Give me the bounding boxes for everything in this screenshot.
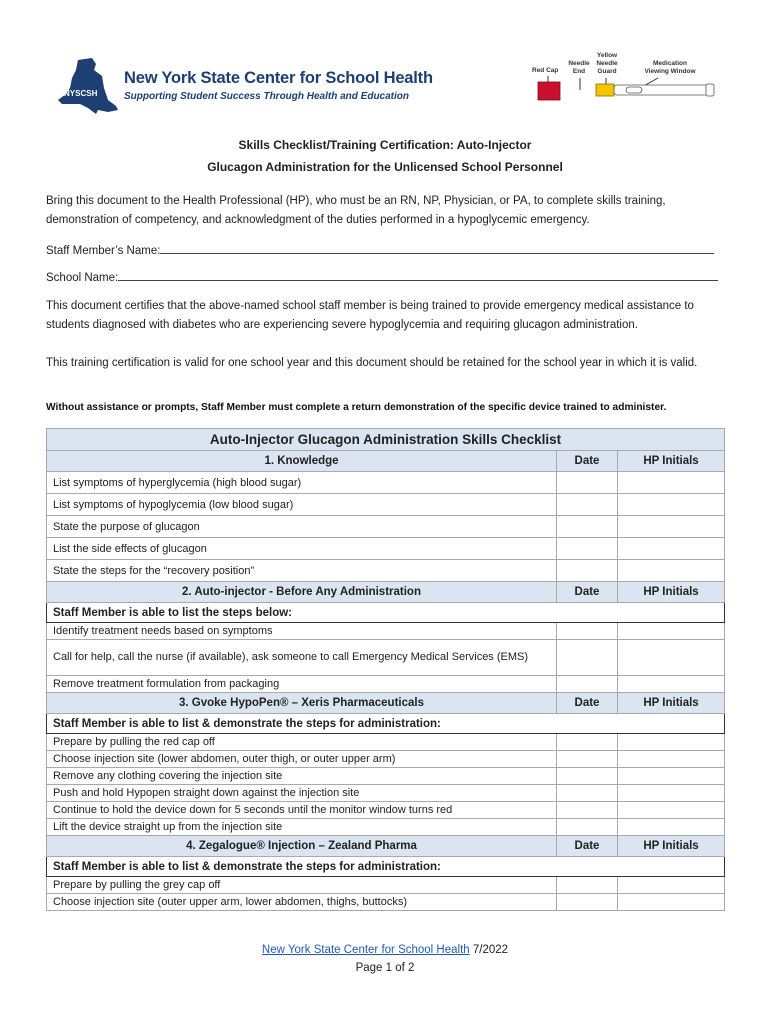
section-header-row [47,836,725,857]
date-cell[interactable] [557,623,618,640]
date-cell[interactable] [557,538,618,560]
skill-item: Call for help, call the nurse (if available), ask someone to call Emergency Medical Services (EMS) [47,640,557,676]
hp-initials-cell[interactable] [618,472,725,494]
doc-title-line2: Glucagon Administration for the Unlicensed School Personnel [207,160,563,174]
hp-initials-cell[interactable] [618,768,725,785]
hp-initials-cell[interactable] [618,623,725,640]
hp-initials-header: HP Initials [618,582,725,603]
staff-name-label: Staff Member’s Name: [46,245,161,257]
org-name: New York State Center for School Health [124,69,433,87]
skill-item: Push and hold Hypopen straight down against the injection site [47,785,557,802]
section-subheading: Staff Member is able to list the steps below: [47,603,725,623]
hp-initials-cell[interactable] [618,516,725,538]
section-heading: 4. Zegalogue® Injection – Zealand Pharma [47,836,557,857]
doc-title-line1: Skills Checklist/Training Certification: Auto-Injector [238,138,532,152]
warning-text: Without assistance or prompts, Staff Member must complete a return demonstration of the specific device trained to administer. [46,402,667,413]
hp-initials-cell[interactable] [618,640,725,676]
new-york-state-map-icon [58,58,120,116]
skill-item: State the steps for the “recovery position” [47,560,557,582]
date-header: Date [557,693,618,714]
skill-item: List symptoms of hyperglycemia (high blood sugar) [47,472,557,494]
section-heading: 3. Gvoke HypoPen® – Xeris Pharmaceuticals [47,693,557,714]
label-needle-end: Needle End [568,60,590,75]
subheading-row [47,714,725,734]
table-row [47,676,725,693]
section-heading: 1. Knowledge [47,451,557,472]
table-row [47,785,725,802]
validity-paragraph: This training certification is valid for one school year and this document should be retained for the school year in which it is valid. [46,357,698,369]
hp-initials-header: HP Initials [618,451,725,472]
org-tagline: Supporting Student Success Through Health and Education [124,91,410,102]
table-title-row [47,429,725,451]
label-medication-window: Medication Viewing Window [644,60,696,75]
pen-drawing [530,50,730,110]
school-name-line[interactable] [118,270,718,281]
staff-name-field[interactable] [46,243,714,257]
hp-initials-cell[interactable] [618,538,725,560]
label-red-cap: Red Cap [532,67,559,74]
school-name-field[interactable] [46,270,718,284]
skill-item: List the side effects of glucagon [47,538,557,560]
table-row [47,560,725,582]
hp-initials-cell[interactable] [618,734,725,751]
skill-item: Prepare by pulling the grey cap off [47,877,557,894]
hp-initials-cell[interactable] [618,560,725,582]
date-cell[interactable] [557,877,618,894]
date-cell[interactable] [557,785,618,802]
subheading-row [47,857,725,877]
hp-initials-cell[interactable] [618,785,725,802]
table-row [47,894,725,911]
label-yellow-needle-guard: Yellow Needle Guard [596,52,618,75]
table-row [47,516,725,538]
hp-initials-cell[interactable] [618,494,725,516]
skill-item: Continue to hold the device down for 5 seconds until the monitor window turns red [47,802,557,819]
table-row [47,819,725,836]
skill-item: List symptoms of hypoglycemia (low blood sugar) [47,494,557,516]
table-row [47,623,725,640]
footer-source [0,944,770,956]
org-logo [58,52,458,122]
table-row [47,538,725,560]
intro-paragraph: Bring this document to the Health Professional (HP), who must be an RN, NP, Physician, or PA, to complete skills training, demonstration of competency, and acknowledgment of the duties performed in a hypoglycemic emergency. [46,195,666,226]
autoinjector-diagram [530,50,730,110]
date-header: Date [557,836,618,857]
date-header: Date [557,451,618,472]
date-cell[interactable] [557,472,618,494]
staff-name-line[interactable] [160,243,714,254]
date-header: Date [557,582,618,603]
table-row [47,877,725,894]
section-subheading: Staff Member is able to list & demonstrate the steps for administration: [47,714,725,734]
skill-item: Remove treatment formulation from packaging [47,676,557,693]
table-title: Auto-Injector Glucagon Administration Skills Checklist [47,429,725,451]
table-row [47,494,725,516]
hp-initials-cell[interactable] [618,819,725,836]
hp-initials-cell[interactable] [618,802,725,819]
skill-item: Choose injection site (lower abdomen, outer thigh, or outer upper arm) [47,751,557,768]
skill-item: State the purpose of glucagon [47,516,557,538]
hp-initials-cell[interactable] [618,894,725,911]
section-header-row [47,582,725,603]
date-cell[interactable] [557,734,618,751]
footer-date: 7/2022 [469,944,509,956]
skills-checklist-table [46,428,725,911]
table-row [47,640,725,676]
date-cell[interactable] [557,640,618,676]
school-name-label: School Name: [46,272,119,284]
date-cell[interactable] [557,560,618,582]
skill-item: Remove any clothing covering the injection site [47,768,557,785]
hp-initials-cell[interactable] [618,676,725,693]
certify-paragraph: This document certifies that the above-named school staff member is being trained to provide emergency medical assistance to students diagnosed with diabetes who are experiencing severe hypoglycemia and requiring glucagon administration. [46,300,694,331]
subheading-row [47,603,725,623]
section-header-row [47,693,725,714]
skill-item: Prepare by pulling the red cap off [47,734,557,751]
hp-initials-header: HP Initials [618,836,725,857]
date-cell[interactable] [557,494,618,516]
date-cell[interactable] [557,802,618,819]
table-row [47,472,725,494]
page-number: Page 1 of 2 [355,962,415,974]
date-cell[interactable] [557,676,618,693]
hp-initials-cell[interactable] [618,751,725,768]
table-row [47,751,725,768]
date-cell[interactable] [557,751,618,768]
date-cell[interactable] [557,894,618,911]
date-cell[interactable] [557,768,618,785]
table-row [47,734,725,751]
skill-item: Choose injection site (outer upper arm, lower abdomen, thighs, buttocks) [47,894,557,911]
logo-abbrev: NYSCSH [64,89,98,98]
table-row [47,768,725,785]
section-header-row [47,451,725,472]
table-row [47,802,725,819]
date-cell[interactable] [557,516,618,538]
footer-link[interactable]: New York State Center for School Health [261,944,470,956]
section-subheading: Staff Member is able to list & demonstrate the steps for administration: [47,857,725,877]
date-cell[interactable] [557,819,618,836]
skill-item: Lift the device straight up from the injection site [47,819,557,836]
skill-item: Identify treatment needs based on symptoms [47,623,557,640]
hp-initials-header: HP Initials [618,693,725,714]
hp-initials-cell[interactable] [618,877,725,894]
section-heading: 2. Auto-injector - Before Any Administration [47,582,557,603]
